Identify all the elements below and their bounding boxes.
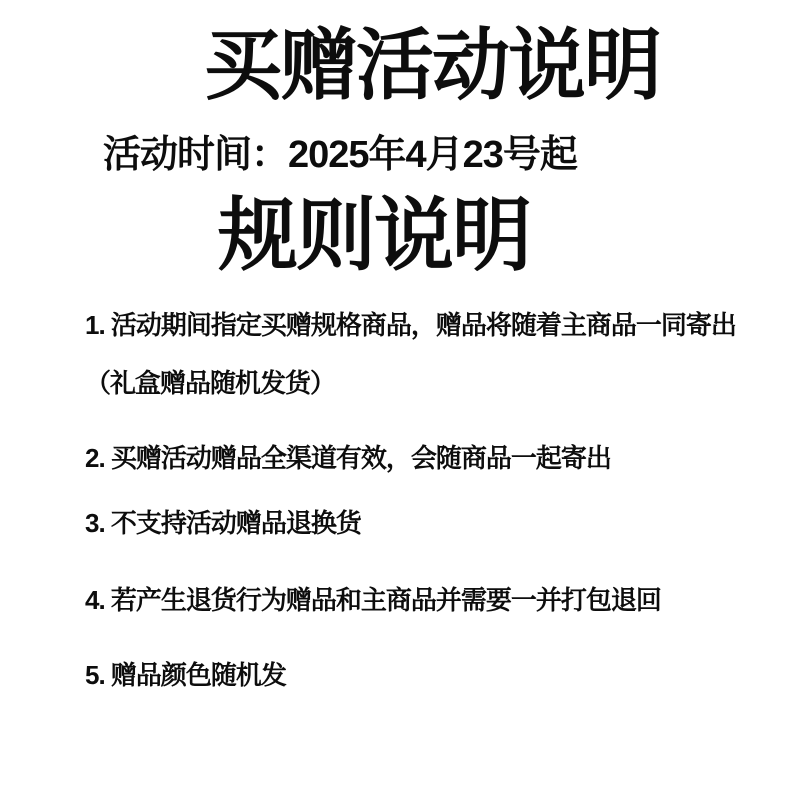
rule-item-2: 2. 买赠活动赠品全渠道有效，会随商品一起寄出 [85, 443, 611, 473]
rules-heading: 规则说明 [218, 191, 530, 280]
rule-item-1: 1. 活动期间指定买赠规格商品，赠品将随着主商品一同寄出 [85, 310, 736, 340]
rule-item-4: 4. 若产生退货行为赠品和主商品并需要一并打包退回 [85, 585, 661, 615]
activity-time-text: 活动时间：2025年4月23号起 [103, 134, 577, 176]
page-title: 买赠活动说明 [203, 21, 660, 109]
rule-item-1-note: （礼盒赠品随机发货） [85, 368, 336, 398]
rule-item-3: 3. 不支持活动赠品退换货 [85, 508, 361, 538]
rule-item-5: 5. 赠品颜色随机发 [85, 660, 286, 690]
